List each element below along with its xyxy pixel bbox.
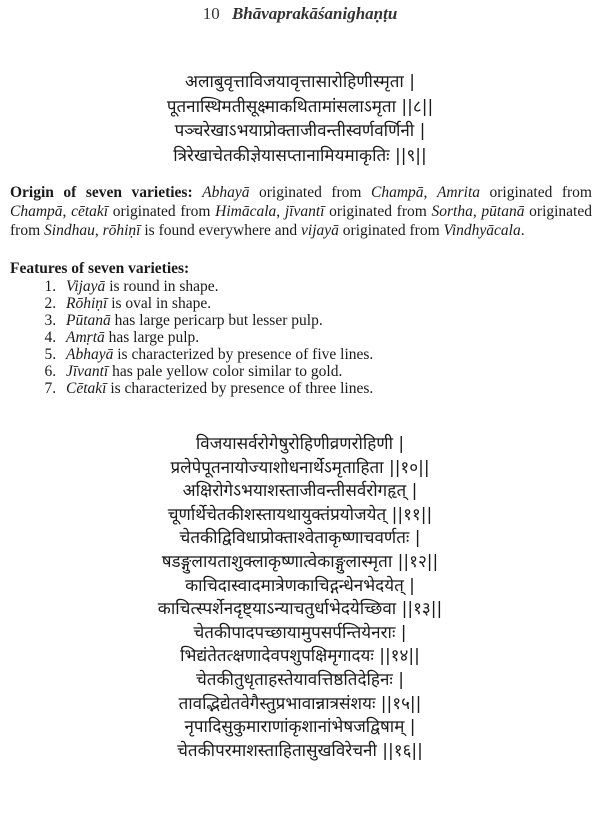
origin-text: , [472, 203, 482, 220]
origin-text: originated from [108, 203, 216, 220]
verse-line: प्रलेपेपूतनायोज्याशोधनार्थेऽमृताहिता ||१०|| [170, 457, 430, 478]
origin-text: , [94, 222, 103, 239]
verse-line: षडङ्गुलायताशुक्लाकृष्णात्वेकाङ्गुलास्मृता ||१२|| [161, 551, 439, 572]
verse-line: चेतकीद्विविधाप्रोक्ताश्वेताकृष्णाचवर्णतः | [179, 528, 421, 549]
verse-line: चेतकीपरमाशस्ताहितासुखविरेचनी ||१६|| [177, 740, 423, 761]
place-or-variety-name: Champā [10, 203, 63, 220]
verse-line: त्रिरेखाचेतकीज्ञेयासप्तानामियमाकृतिः ||९|| [173, 145, 427, 166]
verse-line: चेतकीपादपच्छायामुपसर्पन्तियेनराः | [193, 622, 407, 643]
origin-text: originated from [249, 184, 371, 201]
verse-line: काचिदास्वादमात्रेणकाचिद्गन्धेनभेदयेत् | [185, 575, 415, 596]
features-section: Features of seven varieties: 1. Vijayā is round in shape. 2. Rōhiṇī is oval in shape. 3. Pūtanā has large pericarp but lesser pulp. 4. Amṛtā has large pulp. 5. Abhayā is characterized by presence of five lines. 6. Jīvantī has pale yellow color similar to gold. 7. Cētakī is characterized by presence of three lines. [10, 259, 373, 397]
place-or-variety-name: Sortha [431, 203, 473, 220]
verse-line: भिद्यंतेतत्क्षणादेवपशुपक्षिमृगादयः ||१४|| [180, 646, 420, 667]
features-list [10, 278, 373, 397]
verse-line: नृपादिसुकुमाराणांकृशानांभेषजद्विषाम् | [184, 717, 416, 738]
origin-paragraph [10, 183, 592, 240]
origin-text: originated from [324, 203, 432, 220]
place-or-variety-name: Himācala [215, 203, 277, 220]
feature-item: 1. Vijayā is round in shape. [60, 278, 373, 295]
place-or-variety-name: pūtanā [481, 203, 525, 220]
place-or-variety-name: Sindhau [44, 222, 95, 239]
feature-item: 2. Rōhiṇī is oval in shape. [60, 295, 373, 312]
place-or-variety-name: jīvantī [284, 203, 325, 220]
place-or-variety-name: Abhayā [202, 184, 250, 201]
place-or-variety-name: cētakī [71, 203, 109, 220]
origin-text: originated from [480, 184, 592, 201]
origin-text: . [520, 222, 525, 239]
origin-text: originated from [10, 203, 592, 239]
verse-line: काचित्स्पर्शेनदृष्ट्याऽन्याचतुर्धाभेदयेच्छिवा ||१३|| [157, 599, 443, 620]
verse-line: चूर्णार्थेचेतकीशस्तायथायुक्तंप्रयोजयेत् ||११|| [167, 504, 433, 525]
verse-line: पञ्चरेखाऽभयाप्रोक्ताजीवन्तीस्वर्णवर्णिनी | [174, 121, 426, 141]
verses-bottom [0, 433, 600, 763]
origin-text: , [423, 184, 437, 201]
verse-line: विजयासर्वरोगेषुरोहिणीव्रणरोहिणी | [195, 434, 405, 454]
origin-text: , [62, 203, 72, 220]
features-heading: Features of seven varieties [10, 260, 185, 277]
place-or-variety-name: Amrita [436, 184, 480, 201]
verse-line: अक्षिरोगेऽभयाशस्ताजीवन्तीसर्वरोगहृत् | [182, 481, 418, 502]
feature-item: 5. Abhayā is characterized by presence of five lines. [60, 346, 373, 363]
verse-line: पूतनास्थिमतीसूक्ष्माकथितामांसलाऽमृता ||८|| [166, 96, 434, 117]
origin-text: is found everywhere and [140, 222, 302, 239]
origin-text: originated from [338, 222, 444, 239]
feature-item: 4. Amṛtā has large pulp. [60, 329, 373, 346]
origin-heading: Origin of seven varieties: [10, 184, 193, 201]
verse-line: चेतकीतुधृताहस्तेयावत्तिष्ठतिदेहिनः | [196, 669, 404, 690]
feature-item: 7. Cētakī is characterized by presence of three lines. [60, 380, 373, 397]
place-or-variety-name: rōhiṇī [102, 222, 141, 239]
page-number: 10 [202, 4, 220, 23]
running-header [0, 4, 600, 24]
place-or-variety-name: Vindhyācala [443, 222, 521, 239]
verses-top [0, 70, 600, 168]
book-title: Bhāvaprakāśanighaṇṭu [231, 4, 398, 23]
feature-item: 3. Pūtanā has large pericarp but lesser pulp. [60, 312, 373, 329]
feature-item: 6. Jīvantī has pale yellow color similar to gold. [60, 363, 373, 380]
verse-line: तावद्भिद्येतवेगैस्तुप्रभावान्नात्रसंशयः ||१५|| [178, 693, 422, 714]
verse-line: अलाबुवृत्ताविजयावृत्तासारोहिणीस्मृता | [185, 72, 415, 92]
place-or-variety-name: Champā [371, 184, 424, 201]
place-or-variety-name: vijayā [301, 222, 339, 239]
origin-text: , [276, 203, 285, 220]
